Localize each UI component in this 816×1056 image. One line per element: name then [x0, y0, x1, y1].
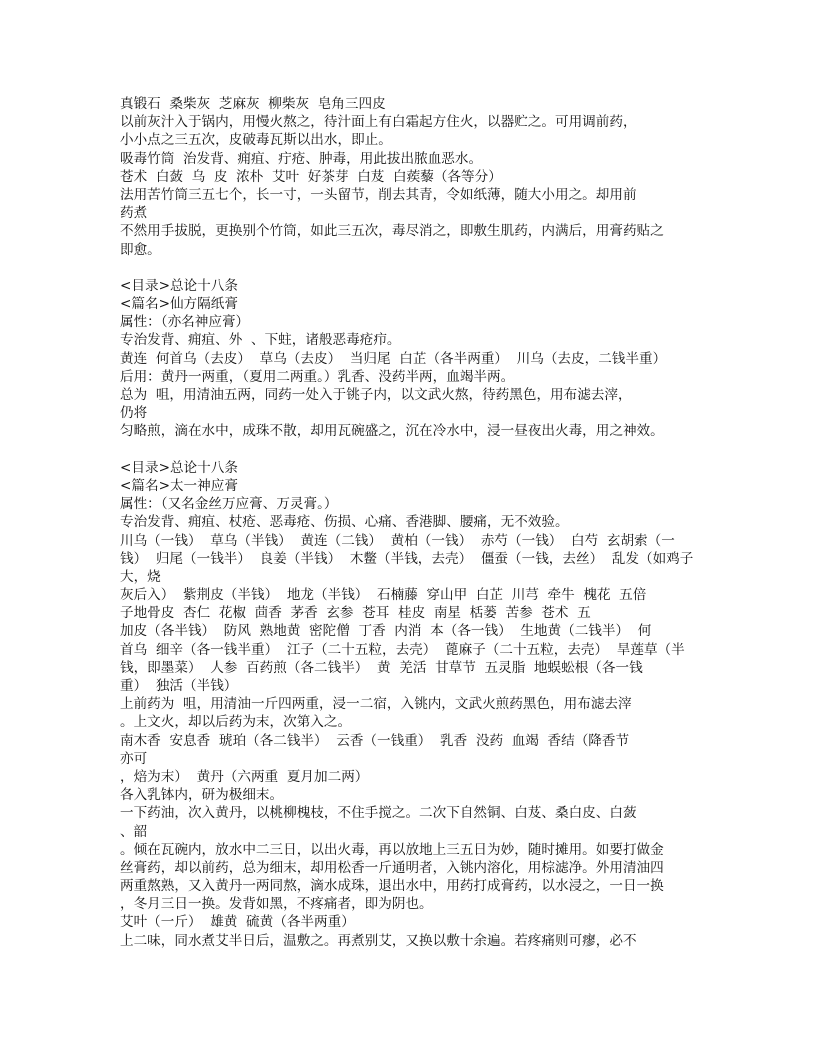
text-line: 。倾在瓦碗内，放水中二三日，以出火毒，再以放地上三五日为妙，随时摊用。如要打做金: [120, 841, 664, 858]
text-line: 匀略煎，滴在水中，成珠不散，却用瓦碗盛之，沉在冷水中，浸一昼夜出火毒，用之神效。: [120, 423, 664, 440]
text-line: 属性：（亦名神应膏）: [120, 314, 250, 331]
text-line: 属性：（又名金丝万应膏、万灵膏。）: [120, 496, 338, 513]
text-line: 一下药油，次入黄丹，以桃柳槐枝，不住手搅之。二次下自然铜、白芨、桑白皮、白蔹: [120, 805, 637, 822]
text-line: 首乌 细辛（各一钱半重） 江子（二十五粒，去壳） 蓖麻子（二十五粒，去壳） 旱莲草（半: [120, 641, 685, 658]
text-line: 黄连 何首乌（去皮） 草乌（去皮） 当归尾 白芷（各半两重） 川乌（去皮，二钱半重）: [120, 350, 667, 367]
text-line: <篇名>仙方隔纸膏: [120, 296, 238, 313]
text-line: 子地骨皮 杏仁 花椒 茴香 茅香 玄参 苍耳 桂皮 南星 栝蒌 苦参 苍术 五: [120, 605, 591, 622]
text-line: 上二味，同水煮艾半日后，温敷之。再煮别艾，又换以敷十余遍。若疼痛则可瘳，必不: [120, 932, 637, 949]
text-line: 小小点之三五次，皮破毒瓦斯以出水，即止。: [120, 132, 392, 149]
text-line: 钱，即墨菜） 人参 百药煎（各二钱半） 黄 羌活 甘草节 五灵脂 地蜈蚣根（各一钱: [120, 659, 643, 676]
text-line: 苍术 白蔹 乌 皮 浓朴 艾叶 好茶芽 白芨 白蒺藜（各等分）: [120, 168, 502, 185]
text-line: 专治发背、痈疽、杖疮、恶毒疮、伤损、心痛、香港脚、腰痛，无不效验。: [120, 514, 569, 531]
text-line: 两重熬熟，又入黄丹一两同熬，滴水成珠，退出水中，用药打成膏药，以水浸之，一日一换: [120, 878, 664, 895]
text-line: 以前灰汁入于锅内，用慢火熬之，待汁面上有白霜起方住火，以器贮之。可用调前药，: [120, 114, 637, 131]
text-line: 吸毒竹筒 治发背、痈疽、疔疮、肿毒，用此拔出脓血恶水。: [120, 150, 483, 167]
text-line: 、韶: [120, 823, 148, 840]
text-line: 艾叶（一斤） 雄黄 硫黄（各半两重）: [120, 914, 355, 931]
text-line: 专治发背、痈疽、外 、下蛀，诸般恶毒疮疖。: [120, 332, 401, 349]
text-line: 药煮: [120, 205, 148, 222]
text-line: 即愈。: [120, 241, 161, 258]
text-line: 真锻石 桑柴灰 芝麻灰 柳柴灰 皂角三四皮: [120, 96, 386, 112]
blank-line: [120, 259, 693, 277]
text-line: <目录>总论十八条: [120, 277, 238, 294]
text-line: 大，烧: [120, 568, 161, 585]
document-body: [120, 95, 693, 950]
text-line: 仍将: [120, 405, 148, 422]
text-line: 亦可: [120, 750, 148, 767]
text-line: 。上文火，却以后药为末，次第入之。: [120, 714, 352, 731]
text-line: 各入乳钵内，研为极细末。: [120, 787, 284, 804]
text-line: 重） 独活（半钱）: [120, 678, 238, 694]
text-line: 丝膏药，却以前药，总为细末，却用松香一斤通明者，入铫内溶化，用棕滤净。外用清油四: [120, 859, 664, 876]
text-line: 南木香 安息香 琥珀（各二钱半） 云香（一钱重） 乳香 没药 血竭 香结（降香节: [120, 732, 630, 749]
text-line: ，冬月三日一换。发背如黑，不疼痛者，即为阴也。: [120, 896, 433, 913]
text-line: 上前药为 咀，用清油一斤四两重，浸一二宿，入铫内，文武火煎药黑色，用布滤去滓: [120, 696, 632, 713]
text-line: 钱） 归尾（一钱半） 良姜（半钱） 木鳖（半钱，去壳） 僵蚕（一钱，去丝） 乱发（如鸡子: [120, 550, 694, 567]
text-line: 川乌（一钱） 草乌（半钱） 黄连（二钱） 黄柏（一钱） 赤芍（一钱） 白芍 玄胡索（一: [120, 532, 675, 549]
text-line: 法用苦竹筒三五七个，长一寸，一头留节，削去其青，令如纸薄，随大小用之。却用前: [120, 186, 637, 203]
text-line: 加皮（各半钱） 防风 熟地黄 密陀僧 丁香 内消 本（各一钱） 生地黄（二钱半） 何: [120, 623, 652, 640]
text-line: <目录>总论十八条: [120, 459, 238, 476]
text-line: 后用：黄丹一两重，（夏用二两重。）乳香、没药半两，血竭半两。: [120, 368, 515, 385]
text-line: <篇名>太一神应膏: [120, 477, 238, 494]
text-line: ，焙为末） 黄丹（六两重 夏月加二两）: [120, 768, 369, 785]
blank-line: [120, 441, 693, 459]
text-line: 灰后入） 紫荆皮（半钱） 地龙（半钱） 石楠藤 穿山甲 白芷 川芎 牵牛 槐花 五倍: [120, 587, 647, 604]
text-line: 总为 咀，用清油五两，同药一处入于铫子内，以文武火熬，待药黑色，用布滤去滓，: [120, 387, 632, 403]
text-line: 不然用手拔脱，更换别个竹筒，如此三五次，毒尽消之，即敷生肌药，内满后，用膏药贴之: [120, 223, 664, 240]
